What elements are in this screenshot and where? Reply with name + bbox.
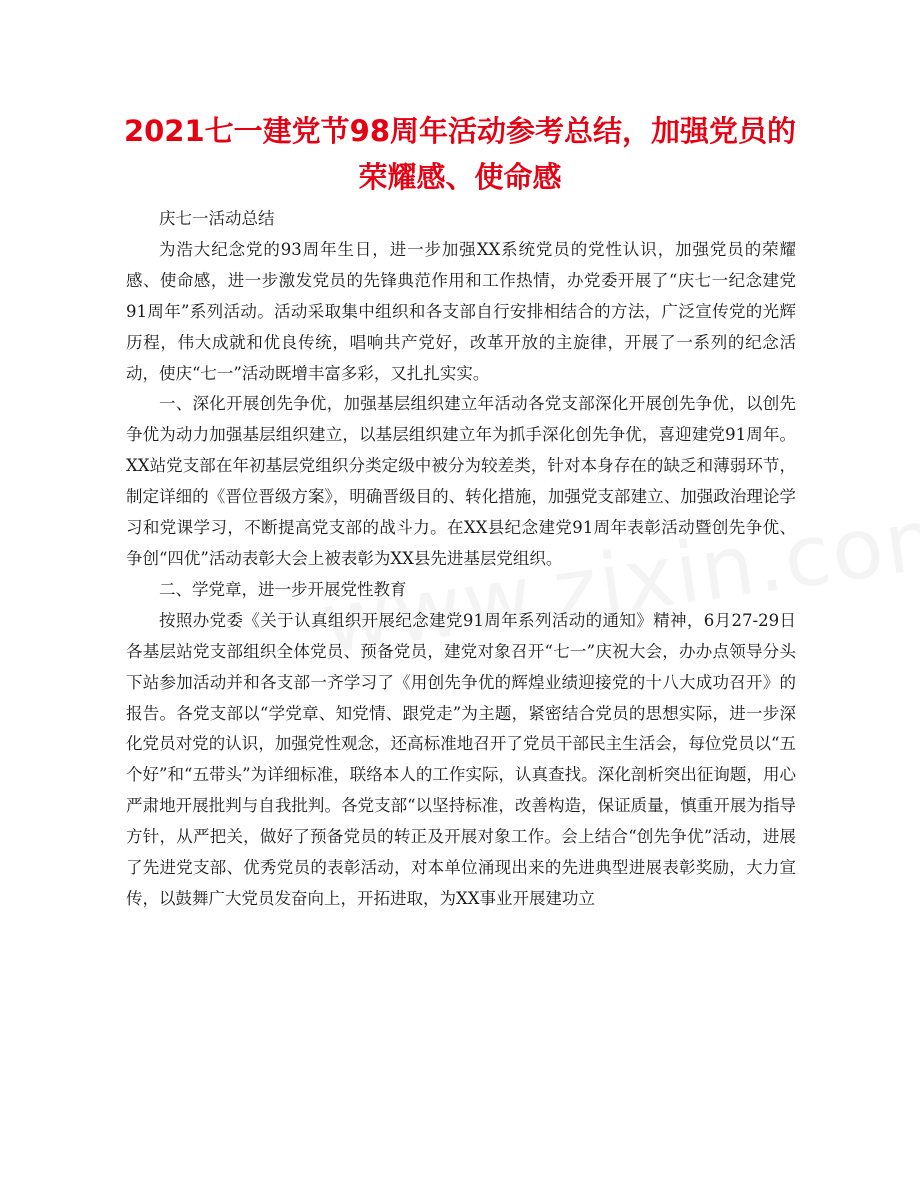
paragraph-intro: 为浩大纪念党的93周年生日，进一步加强XX系统党员的党性认识，加强党员的荣耀感、使命感，进一步激发党员的先锋典范作用和工作热情，办党委开展了“庆七一纪念建党91周年”系列活动。活动采取集中组织和各支部自行安排相结合的方法，广泛宣传党的光辉历程，伟大成就和优良传统，唱响共产党好，改革开放的主旋律，开展了一系列的纪念活动，使庆“七一”活动既增丰富多彩，又扎扎实实。 — [126, 239, 796, 383]
paragraph-section-1: 一、深化开展创先争优，加强基层组织建立年活动各党支部深化开展创先争优，以创先争优为动力加强基层组织建立，以基层组织建立年为抓手深化创先争优，喜迎建党91周年。XX站党支部在年初基层党组织分类定级中被分为较差类，针对本身存在的缺乏和薄弱环节，制定详细的《晋位晋级方案》，明确晋级目的、转化措施，加强党支部建立、加强政治理论学习和党课学习，不断提高党支部的战斗力。在XX县纪念建党91周年表彰活动暨创先争优、争创“四优”活动表彰大会上被表彰为XX县先进基层党组织。 — [126, 394, 796, 568]
paragraph-heading-2: 二、学党章，进一步开展党性教育 — [159, 579, 407, 599]
paragraph-subtitle: 庆七一活动总结 — [159, 209, 275, 228]
document-body — [126, 204, 796, 915]
paragraph-section-2: 按照办党委《关于认真组织开展纪念建党91周年系列活动的通知》精神，6月27-29日各基层站党支部组织全体党员、预备党员，建党对象召开“七一”庆祝大会，办办点领导分头下站参加活动并和各支部一齐学习了《用创先争优的辉煌业绩迎接党的十八大成功召开》的报告。各党支部以“学党章、知党情、跟党走”为主题，紧密结合党员的思想实际，进一步深化党员对党的认识，加强党性观念，还高标准地召开了党员干部民主生活会，每位党员以“五个好”和“五带头”为详细标准，联络本人的工作实际，认真查找。深化剖析突出征询题，用心严肃地开展批判与自我批判。各党支部“以坚持标准，改善构造，保证质量，慎重开展为指导方针，从严把关，做好了预备党员的转正及开展对象工作。会上结合“创先争优”活动，进展了先进党支部、优秀党员的表彰活动，对本单位涌现出来的先进典型进展表彰奖励，大力宣传，以鼓舞广大党员发奋向上，开拓进取，为XX事业开展建功立 — [126, 610, 796, 908]
document-title: 2021七一建党节98周年活动参考总结，加强党员的荣耀感、使命感 — [123, 114, 797, 194]
